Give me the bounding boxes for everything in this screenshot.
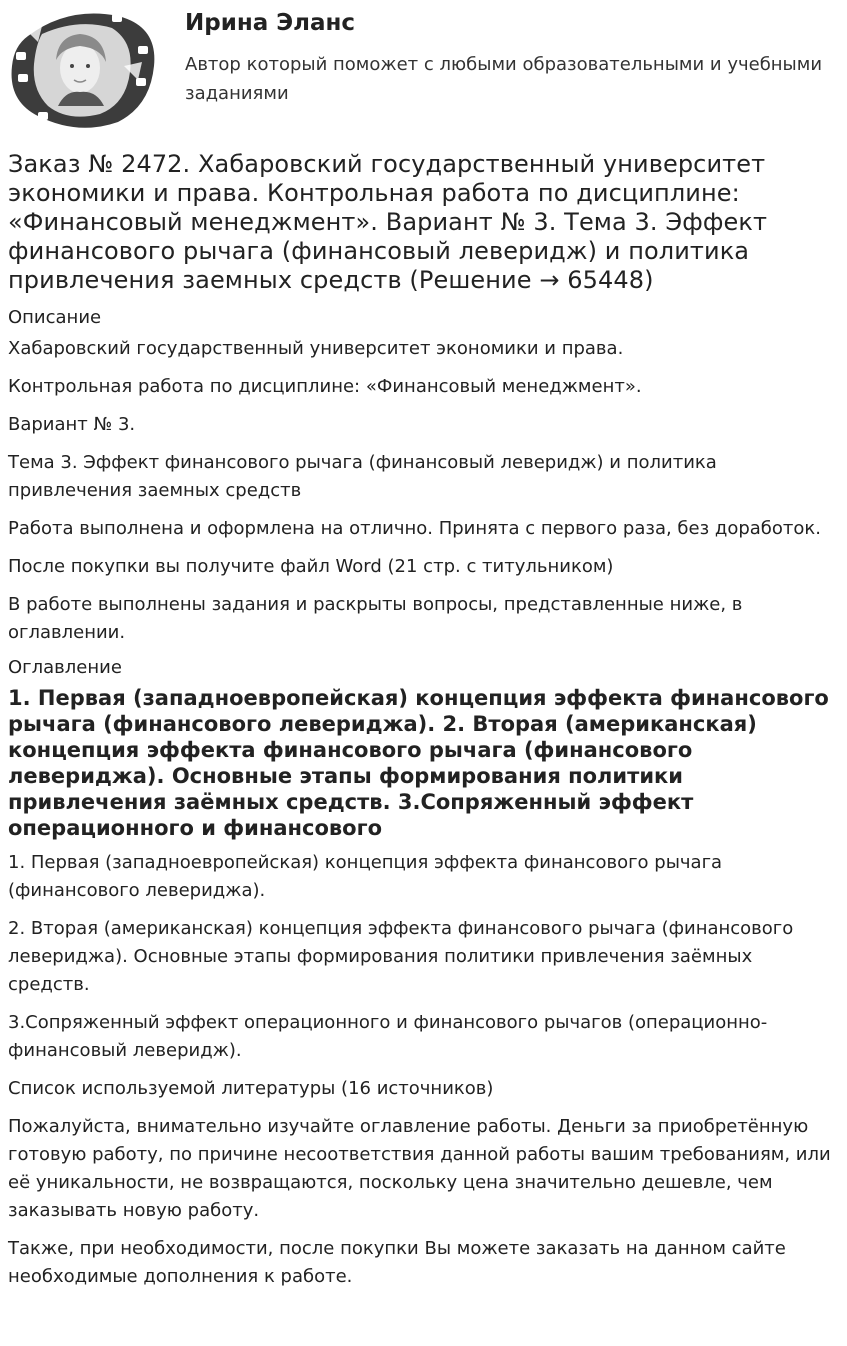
author-name[interactable]: Ирина Эланс <box>185 10 356 36</box>
description-paragraph: Тема 3. Эффект финансового рычага (финансовый леверидж) и политика привлечения заемных средств <box>8 452 717 501</box>
order-title: Заказ № 2472. Хабаровский государственный университет экономики и права. Контрольная работа по дисциплине: «Финансовый менеджмент». Вариант № 3. Тема 3. Эффект финансового рычага (финансовый леверидж) и политика привлечения заемных средств (Решение → 65448) <box>8 150 768 294</box>
toc-item: 2. Вторая (американская) концепция эффекта финансового рычага (финансового левериджа). Основные этапы формирования политики привлечения заёмных средств. <box>8 918 794 995</box>
toc-label: Оглавление <box>8 657 122 678</box>
author-header <box>8 0 839 150</box>
note-paragraph: Также, при необходимости, после покупки Вы можете заказать на данном сайте необходимые дополнения к работе. <box>8 1238 786 1287</box>
author-description: Автор который поможет с любыми образовательными и учебными заданиями <box>185 54 823 104</box>
description-paragraph: Хабаровский государственный университет экономики и права. <box>8 338 624 359</box>
toc-item: 1. Первая (западноевропейская) концепция эффекта финансового рычага (финансового левериджа). <box>8 852 723 901</box>
toc-item: Список используемой литературы (16 источников) <box>8 1078 494 1099</box>
author-avatar <box>8 6 158 130</box>
toc-item: 3.Сопряженный эффект операционного и финансового рычагов (операционно-финансовый леверидж). <box>8 1012 768 1061</box>
note-paragraph: Пожалуйста, внимательно изучайте оглавление работы. Деньги за приобретённую готовую работу, по причине несоответствия данной работы вашим требованиям, или её уникальности, не возвращаются, поскольку цена значительно дешевле, чем заказывать новую работу. <box>8 1116 831 1221</box>
description-label: Описание <box>8 307 102 328</box>
description-paragraph: Контрольная работа по дисциплине: «Финансовый менеджмент». <box>8 376 642 397</box>
description-paragraph: В работе выполнены задания и раскрыты вопросы, представленные ниже, в оглавлении. <box>8 594 743 643</box>
description-paragraph: После покупки вы получите файл Word (21 стр. с титульником) <box>8 556 614 577</box>
description-paragraph: Работа выполнена и оформлена на отлично. Принята с первого раза, без доработок. <box>8 518 822 539</box>
description-paragraph: Вариант № 3. <box>8 414 136 435</box>
toc-summary: 1. Первая (западноевропейская) концепция эффекта финансового рычага (финансового левериджа). 2. Вторая (американская) концепция эффекта финансового рычага (финансового левериджа). Основные этапы формирования политики привлечения заёмных средств. 3.Сопряженный эффект операционного и финансового <box>8 686 829 840</box>
